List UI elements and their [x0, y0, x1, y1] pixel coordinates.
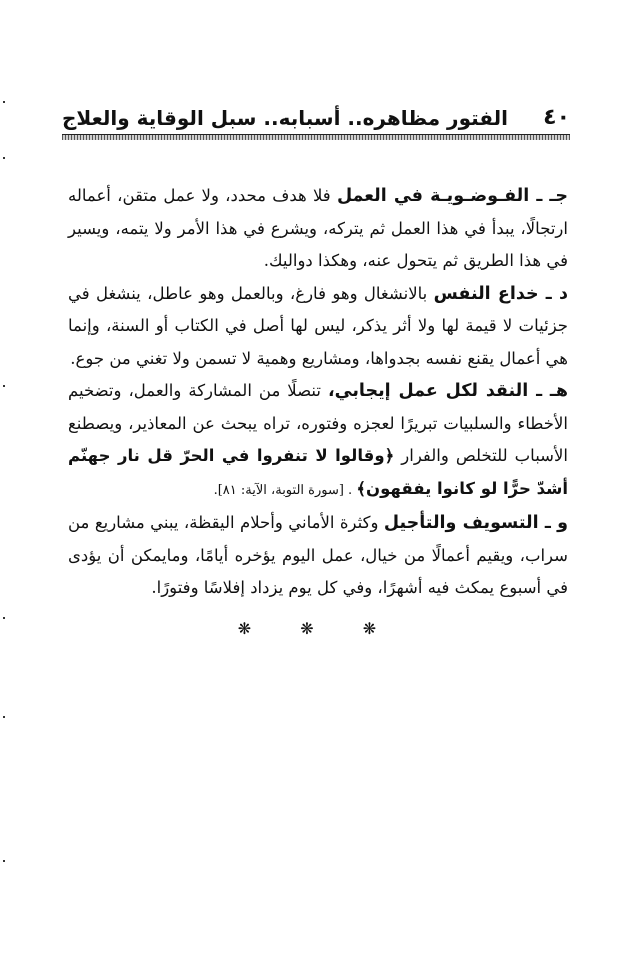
paragraph-ja [68, 180, 568, 278]
item-text: بالانشغال وهو فارغ، وبالعمل وهو عاطل، ينشغل في جزئيات لا قيمة لها ولا أثر يذكر، ليس لها أصل في الكتاب أو السنة، وإنما هي أعمال يقنع نفسه بجدواها، ومشاريع وهمية لا تسمن ولا تغني من جوع. [68, 283, 568, 368]
scan-mark [3, 385, 5, 387]
item-text: فلا هدف محدد، ولا عمل متقن، أعماله ارتجالًا، يبدأ في هذا العمل ثم يتركه، ويشرع في هذا الأمر ولا يتمه، ويسير في هذا الطريق ثم يتحول عنه، وهكذا دواليك. [68, 186, 568, 270]
paragraph-waw [68, 507, 568, 605]
item-text: تنصلًا من المشاركة والعمل، وتضخيم الأخطاء والسلبيات تبريرًا لعجزه وفتوره، تراه يبحث عن المعاذير، ويصطنع الأسباب للتخلص والفرار [68, 381, 568, 465]
item-heading: جـ ـ الفـوضـويـة في العمل [336, 186, 568, 206]
quran-quote: ﴿وقالوا لا تنفروا في الحرّ قل نار جهنّم أشدّ حرًّا لو كانوا يفقهون﴾ [68, 446, 568, 498]
scan-mark [3, 860, 5, 862]
paragraph-ha [68, 375, 568, 507]
quran-citation: . [سورة التوبة، الآية: ٨١]. [213, 482, 357, 498]
item-heading: و ـ التسويف والتأجيل [383, 513, 568, 533]
page-number: ٤٠ [543, 105, 570, 130]
scan-mark [3, 617, 5, 619]
paragraph-dal [68, 278, 568, 376]
scan-mark [3, 101, 5, 103]
header-rule [62, 134, 570, 140]
scan-mark [3, 716, 5, 718]
item-heading: هـ ـ النقد لكل عمل إيجابي، [327, 381, 568, 401]
running-title: الفتور مظاهره.. أسبابه.. سبل الوقاية والعلاج [62, 106, 509, 130]
section-separator: ❋ ❋ ❋ [237, 618, 399, 638]
page-header [62, 100, 570, 130]
item-text: وكثرة الأماني وأحلام اليقظة، يبني مشاريع من سراب، ويقيم أعمالًا من خيال، عمل اليوم يؤخره أيامًا، ومايمكن أن يؤدى في أسبوع يمكث فيه أشهرًا، وفي كل يوم يزداد إفلاسًا وفتورًا. [68, 513, 568, 597]
body-text [68, 180, 568, 645]
scan-mark [3, 157, 5, 159]
item-heading: د ـ خداع النفس [433, 283, 568, 304]
